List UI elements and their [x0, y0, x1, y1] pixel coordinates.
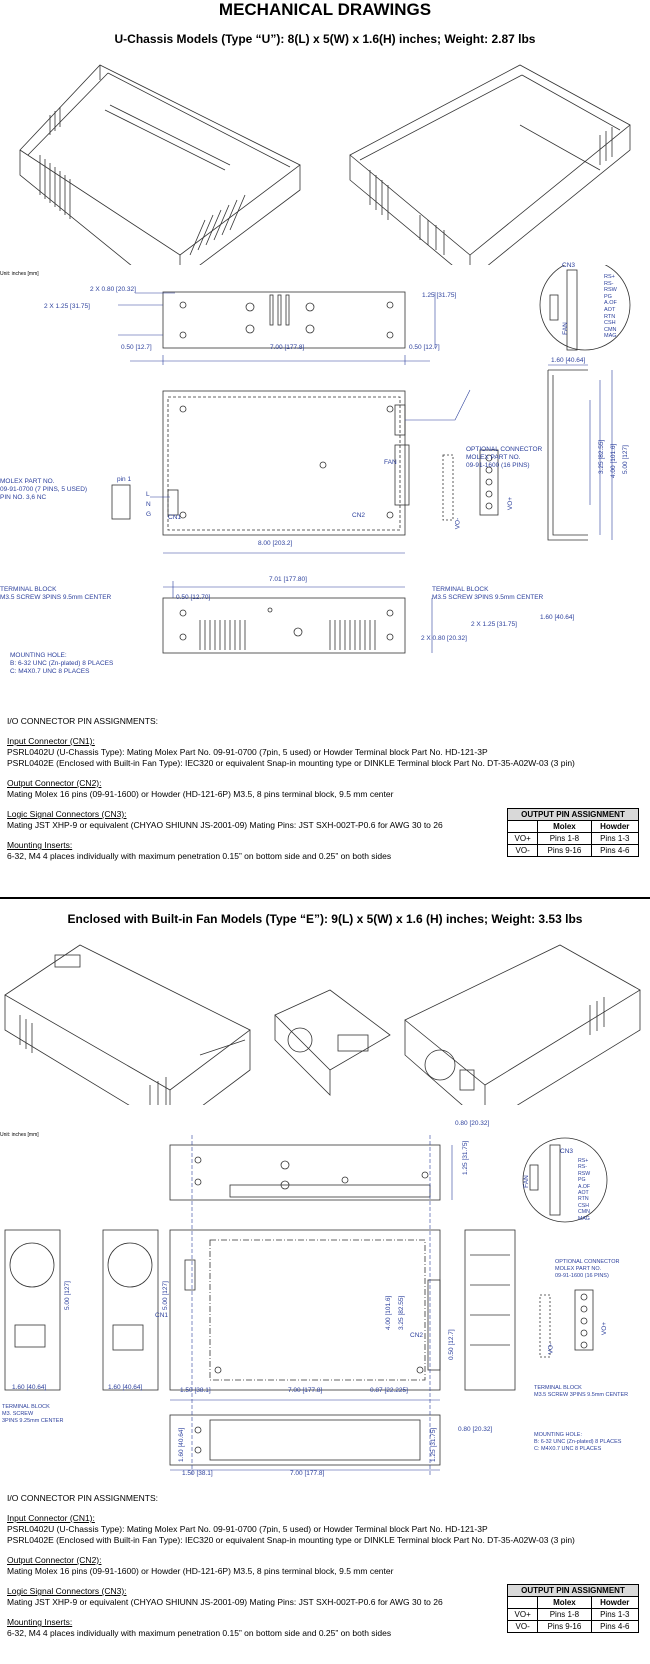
logic-connector-heading-2: Logic Signal Connectors (CN3):: [7, 1586, 127, 1596]
logic-connector-text: Mating JST XHP-9 or equivalent (CHYAO SHIUNN JS-2001-09) Mating Pins: JST SXH-002T-P0.6 for AWG 30 to 26: [7, 820, 443, 830]
output-connector-heading: Output Connector (CN2):: [7, 778, 102, 788]
table-row: VO- Pins 9-16 Pins 4-6: [508, 845, 639, 857]
table-row: VO+ Pins 1-8 Pins 1-3: [508, 1609, 639, 1621]
mounting-inserts-heading-2: Mounting Inserts:: [7, 1617, 73, 1627]
e-dim-d15: 1.60 [40.64]: [178, 1427, 185, 1462]
table-header: [508, 821, 538, 833]
e-optional-connector-note: OPTIONAL CONNECTOR MOLEX PART NO. 09-91-1600 (16 PINS): [555, 1259, 620, 1279]
u-cn2-label: CN2: [352, 512, 366, 519]
e-side-view-top: [170, 1145, 440, 1200]
logic-connector-text-2: Mating JST XHP-9 or equivalent (CHYAO SHIUNN JS-2001-09) Mating Pins: JST SXH-002T-P0.6 for AWG 30 to 26: [7, 1597, 443, 1607]
table-header: Molex: [538, 821, 591, 833]
e-terminal-block-right: TERMINAL BLOCK M3.5 SCREW 3PINS 9.5mm CENTER: [534, 1385, 629, 1398]
u-dim-d5: 7.00 [177.8]: [270, 344, 305, 351]
e-fan-label: FAN: [522, 1175, 530, 1188]
output-pin-assignment-table-2: [507, 1584, 639, 1633]
section-divider: [0, 897, 650, 899]
u-chassis-isometric-drawings: [0, 55, 650, 265]
u-mounting-hole-note: MOUNTING HOLE: B: 6-32 UNC (Zn-plated) 8 PLACES C: M4X0.7 UNC 8 PLACES: [10, 652, 114, 675]
u-dim-d1: 2 X 0.80 [20.32]: [90, 286, 136, 293]
e-vo-minus-label: VO-: [547, 1342, 555, 1355]
e-iso-left: [5, 945, 250, 1105]
e-unit-label: Unit: inches [mm]: [0, 1132, 39, 1138]
input-connector-heading-2: Input Connector (CN1):: [7, 1513, 95, 1523]
u-chassis-iso-left: [20, 65, 300, 265]
u-cn1-label: CN1: [168, 514, 182, 521]
u-fan-label: FAN: [384, 459, 397, 466]
e-dim-d8: 1.60 [40.64]: [12, 1384, 47, 1391]
e-iso-right: [405, 945, 640, 1105]
u-dim-d10: 5.00 [127]: [622, 445, 629, 474]
u-cn3-pin-list: RS+ RS- RSW PG A.OF AOT RTN CSH CMN MAG: [604, 274, 617, 340]
e-dim-d2: 1.25 [31.75]: [462, 1140, 469, 1175]
e-isometric-drawings: [0, 935, 650, 1105]
input-connector-text-1-2: PSRL0402U (U-Chassis Type): Mating Molex Part No. 09-91-0700 (7pin, 5 used) or Howder Terminal block Part No. HD-121-3P: [7, 1524, 488, 1534]
u-dim-d15: 2 X 1.25 [31.75]: [471, 621, 517, 628]
e-dim-d14: 1.25 [31.75]: [430, 1427, 437, 1462]
io-heading: I/O CONNECTOR PIN ASSIGNMENTS:: [7, 716, 158, 726]
table-title: OUTPUT PIN ASSIGNMENT: [508, 1585, 639, 1597]
e-dim-d6: 3.25 [82.55]: [398, 1295, 405, 1330]
table-header: [508, 1597, 538, 1609]
u-unit-label: Unit: inches [mm]: [0, 271, 39, 277]
e-subtitle: Enclosed with Built-in Fan Models (Type “E”): 9(L) x 5(W) x 1.6 (H) inches; Weight: 3.53 lbs: [67, 912, 583, 926]
e-mounting-hole-note: MOUNTING HOLE: B: 6-32 UNC (Zn-plated) 8 PLACES C: M4X0.7 UNC 8 PLACES: [534, 1432, 622, 1452]
table-row: VO+ Pins 1-8 Pins 1-3: [508, 833, 639, 845]
e-vo-plus-label: VO+: [601, 1321, 609, 1336]
mounting-inserts-text: 6-32, M4 4 places individually with maximum penetration 0.15” on bottom side and 0.25” on both sides: [7, 851, 392, 861]
u-pin-letters: L N G: [146, 491, 152, 518]
e-cn3-label: CN3: [560, 1148, 574, 1155]
input-connector-text-2: PSRL0402E (Enclosed with Built-in Fan Type): IEC320 or equivalent Snap-in mounting type or DINKLE Terminal block Part No. DT-35-A02W-03 (3 pin): [7, 758, 575, 768]
u-dim-d4: 0.50 [12.7]: [121, 344, 152, 351]
table-title: OUTPUT PIN ASSIGNMENT: [508, 809, 639, 821]
u-dim-d16: 2 X 0.80 [20.32]: [421, 635, 467, 642]
u-chassis-orthographic-views: [0, 265, 650, 685]
u-top-view: [163, 391, 405, 535]
u-bottom-view: [163, 598, 405, 653]
page-title: MECHANICAL DRAWINGS: [218, 0, 432, 19]
mounting-inserts-text-2: 6-32, M4 4 places individually with maximum penetration 0.15” on bottom side and 0.25” on both sides: [7, 1628, 392, 1638]
e-dim-d4: 5.00 [127]: [162, 1281, 169, 1310]
e-orthographic-views: [0, 1125, 650, 1475]
u-chassis-subtitle: U-Chassis Models (Type “U”): 8(L) x 5(W) x 1.6(H) inches; Weight: 2.87 lbs: [114, 32, 536, 46]
u-dim-d7: 1.60 [40.64]: [551, 357, 586, 364]
input-connector-heading: Input Connector (CN1):: [7, 736, 95, 746]
e-dim-d13: 0.80 [20.32]: [458, 1426, 493, 1433]
e-terminal-block-left: TERMINAL BLOCK M3. SCREW 3PINS 9.25mm CENTER: [2, 1404, 64, 1424]
input-connector-text-1: PSRL0402U (U-Chassis Type): Mating Molex Part No. 09-91-0700 (7pin, 5 used) or Howder Terminal block Part No. HD-121-3P: [7, 747, 488, 757]
e-dim-d3: 5.00 [127]: [64, 1281, 71, 1310]
io-heading-2: I/O CONNECTOR PIN ASSIGNMENTS:: [7, 1493, 158, 1503]
e-dim-d12: 0.87 [22.225]: [370, 1387, 408, 1394]
e-dim-d7: 0.50 [12.7]: [448, 1329, 455, 1360]
table-header: Howder: [591, 1597, 638, 1609]
u-dim-d6: 0.50 [12.7]: [409, 344, 440, 351]
output-pin-assignment-table: [507, 808, 639, 857]
e-cn1-label: CN1: [155, 1312, 169, 1319]
logic-connector-heading: Logic Signal Connectors (CN3):: [7, 809, 127, 819]
e-dim-d16: 1.50 [38.1]: [182, 1470, 213, 1477]
u-dim-d2: 2 X 1.25 [31.75]: [44, 303, 90, 310]
u-side-view-top: [163, 292, 405, 348]
e-cn2-label: CN2: [410, 1332, 424, 1339]
u-cn3-label: CN3: [562, 262, 576, 269]
u-chassis-iso-right: [350, 65, 630, 265]
u-vo-minus-label: VO-: [454, 517, 462, 530]
output-connector-text-2: Mating Molex 16 pins (09-91-1600) or Howder (HD-121-6P) M3.5, 8 pins terminal block, 9.5 mm center: [7, 1566, 394, 1576]
e-bottom-view: [170, 1415, 440, 1465]
u-molex-note: MOLEX PART NO. 09-91-0700 (7 PINS, 5 USED) PIN NO. 3,6 NC: [0, 478, 88, 501]
u-terminal-block-right: TERMINAL BLOCK M3.5 SCREW 3PINS 9.5mm CENTER: [432, 586, 544, 601]
e-iso-middle: [275, 990, 390, 1095]
e-dim-d11: 7.00 [177.8]: [288, 1387, 323, 1394]
u-dim-d3: 1.25 [31.75]: [422, 292, 457, 299]
e-dim-d1: 0.80 [20.32]: [455, 1120, 490, 1127]
u-dim-d12: 7.01 [177.80]: [269, 576, 307, 583]
e-dim-d5: 4.00 [101.6]: [385, 1295, 392, 1330]
u-dim-d9: 4.00 [101.6]: [610, 443, 617, 478]
e-dim-d9: 1.60 [40.64]: [108, 1384, 143, 1391]
u-dim-d11: 8.00 [203.2]: [258, 540, 293, 547]
u-terminal-block-left: TERMINAL BLOCK M3.5 SCREW 3PINS 9.5mm CENTER: [0, 586, 112, 601]
mounting-inserts-heading: Mounting Inserts:: [7, 840, 73, 850]
table-header: Molex: [538, 1597, 591, 1609]
e-cn3-pin-list: RS+ RS- RSW PG A.OF AOT RTN CSH CMN MAG: [578, 1158, 591, 1222]
output-connector-text: Mating Molex 16 pins (09-91-1600) or Howder (HD-121-6P) M3.5, 8 pins terminal block, 9.5 mm center: [7, 789, 394, 799]
e-dim-d17: 7.00 [177.8]: [290, 1470, 325, 1477]
u-optional-connector-note: OPTIONAL CONNECTOR MOLEX PART NO. 09-91-1600 (16 PINS): [466, 446, 543, 469]
u-dim-d8: 3.25 [82.55]: [598, 439, 605, 474]
e-dim-d10: 1.50 [38.1]: [180, 1387, 211, 1394]
u-pin1-label: pin 1: [117, 476, 132, 483]
u-fan-label-detail: FAN: [561, 322, 569, 335]
output-connector-heading-2: Output Connector (CN2):: [7, 1555, 102, 1565]
input-connector-text-2-2: PSRL0402E (Enclosed with Built-in Fan Type): IEC320 or equivalent Snap-in mounting type or DINKLE Terminal block Part No. DT-35-A02W-03 (3 pin): [7, 1535, 575, 1545]
u-vo-plus-label: VO+: [507, 496, 515, 511]
u-dim-d13: 0.50 [12.70]: [176, 594, 211, 601]
table-header: Howder: [591, 821, 638, 833]
table-row: VO- Pins 9-16 Pins 4-6: [508, 1621, 639, 1633]
u-dim-d14: 1.60 [40.64]: [540, 614, 575, 621]
